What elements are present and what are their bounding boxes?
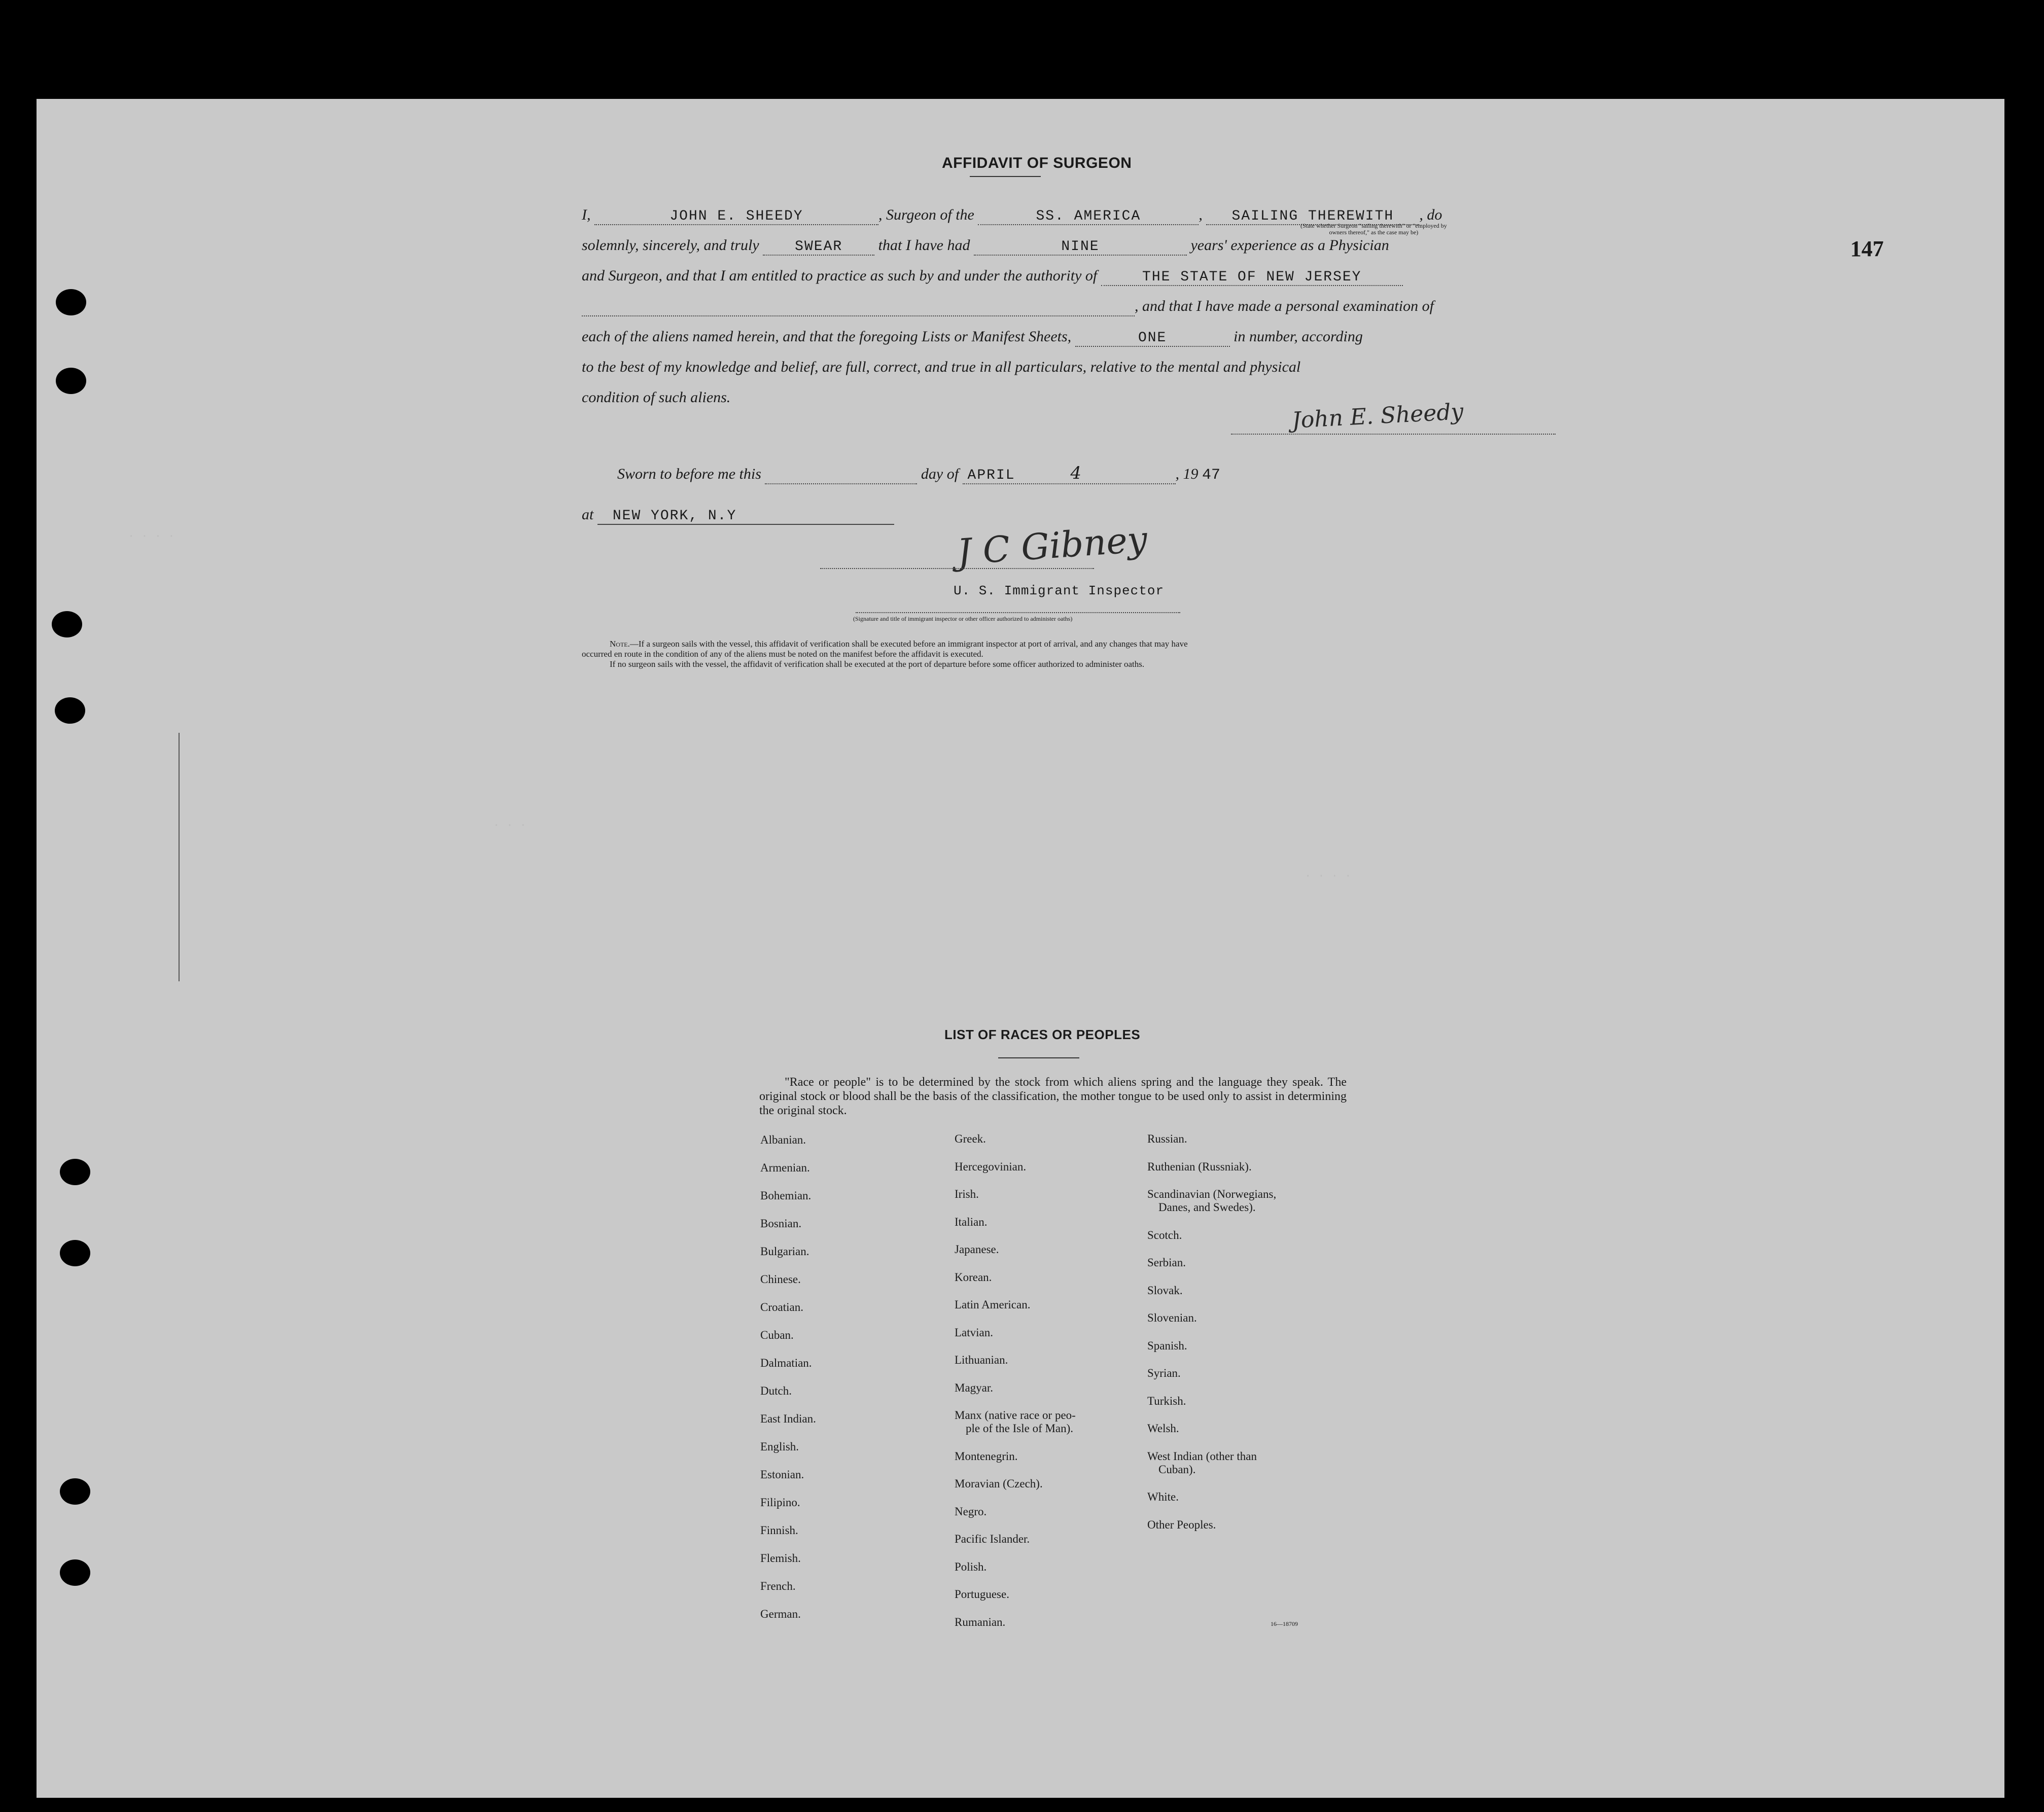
race-item: Rumanian.	[955, 1615, 1006, 1628]
sworn-month-field	[963, 463, 1176, 484]
race-item: Bosnian.	[760, 1217, 802, 1230]
race-item: Slovak.	[1147, 1284, 1183, 1297]
punch-hole	[60, 1559, 90, 1586]
ship-name-field: SS. AMERICA	[978, 208, 1199, 225]
race-item: Irish.	[955, 1188, 979, 1200]
race-item: Syrian.	[1147, 1367, 1181, 1379]
text: that I have had	[878, 237, 970, 254]
affidavit-line-6: to the best of my knowledge and belief, are full, correct, and true in all particulars, relative to the mental and physical	[582, 359, 1301, 375]
punch-hole	[60, 1159, 90, 1185]
race-item: Spanish.	[1147, 1339, 1187, 1352]
race-item: Cuban.	[760, 1329, 794, 1341]
affidavit-line-5	[582, 328, 1363, 347]
sworn-day-field	[765, 468, 917, 484]
race-item: Hercegovinian.	[955, 1160, 1027, 1173]
race-item: French.	[760, 1580, 796, 1592]
status-instruction	[1300, 223, 1447, 236]
text: , and that I have made a personal examination of	[1135, 298, 1434, 314]
place-field	[597, 508, 894, 525]
punch-hole	[56, 289, 86, 315]
inspector-caption: (Signature and title of immigrant inspector or other officer authorized to administer oaths)	[853, 615, 1073, 622]
races-title: LIST OF RACES OR PEOPLES	[944, 1027, 1141, 1042]
race-item: Dalmatian.	[760, 1357, 812, 1369]
day-value: 4	[1070, 463, 1082, 483]
note-line-2: occurred en route in the condition of any of the aliens must be noted on the manifest before the affidavit is executed.	[582, 649, 983, 659]
text: , Surgeon of the	[878, 206, 974, 223]
place-value: NEW YORK, N.Y	[612, 508, 737, 524]
races-title-underline	[998, 1057, 1079, 1058]
race-item: Other Peoples.	[1147, 1518, 1216, 1531]
month-value: APRIL	[967, 468, 1015, 483]
oath-field: SWEAR	[763, 239, 874, 256]
punch-hole	[52, 611, 82, 637]
authority-continued-field	[582, 300, 1135, 316]
note-line-3: If no surgeon sails with the vessel, the affidavit of verification shall be executed at the port of departure before some officer authorized to administer oaths.	[610, 659, 1145, 669]
race-item: Greek.	[955, 1132, 986, 1145]
text: Sworn to before me this	[617, 466, 761, 482]
race-item: Croatian.	[760, 1301, 803, 1313]
note-line-1	[582, 639, 1561, 649]
race-item: Japanese.	[955, 1243, 999, 1256]
text: solemnly, sincerely, and truly	[582, 237, 759, 254]
race-item: German.	[760, 1608, 801, 1620]
races-intro: "Race or people" is to be determined by the stock from which aliens spring and the language they speak. The original stock or blood shall be the basis of the classification, the mother tongue to be used only to assist in determining the original stock.	[759, 1076, 1347, 1117]
note-label: Note.	[610, 639, 630, 649]
text: day of	[921, 466, 959, 482]
bleed-through-marks: · · ·	[493, 819, 527, 832]
sheets-count-field: ONE	[1075, 330, 1230, 347]
race-item: ple of the Isle of Man).	[966, 1422, 1074, 1435]
race-item: Albanian.	[760, 1133, 806, 1146]
race-item: Turkish.	[1147, 1394, 1186, 1407]
affidavit-line-7: condition of such aliens.	[582, 389, 731, 406]
inspector-title: U. S. Immigrant Inspector	[954, 583, 1165, 598]
race-item: Danes, and Swedes).	[1158, 1201, 1256, 1214]
text: and Surgeon, and that I am entitled to practice as such by and under the authority of	[582, 267, 1098, 284]
race-item: Latvian.	[955, 1326, 993, 1339]
race-item: Korean.	[955, 1270, 992, 1284]
margin-rule	[179, 733, 180, 981]
authority-field: THE STATE OF NEW JERSEY	[1101, 269, 1403, 286]
affidavit-line-2	[582, 237, 1389, 256]
race-item: Cuban).	[1158, 1463, 1196, 1476]
race-item: Serbian.	[1147, 1256, 1186, 1269]
race-item: Slovenian.	[1147, 1311, 1197, 1324]
punch-hole	[60, 1240, 90, 1266]
race-item: Dutch.	[760, 1384, 792, 1397]
punch-hole	[56, 368, 86, 394]
race-item: Scandinavian (Norwegians,	[1147, 1188, 1277, 1200]
document-page	[37, 99, 2004, 1798]
surgeon-status-field: SAILING THEREWITH	[1206, 208, 1419, 225]
affidavit-line-4	[582, 298, 1434, 316]
race-item: Chinese.	[760, 1273, 801, 1286]
race-item: East Indian.	[760, 1412, 816, 1425]
bleed-through-marks: · · · ·	[128, 530, 175, 543]
years-field: NINE	[974, 239, 1187, 256]
surgeon-signature-line	[1231, 434, 1556, 435]
surgeon-name-field: JOHN E. SHEEDY	[594, 208, 878, 225]
race-item: Welsh.	[1147, 1422, 1179, 1435]
race-item: Ruthenian (Russniak).	[1147, 1160, 1252, 1173]
punch-hole	[60, 1478, 90, 1505]
race-item: Portuguese.	[955, 1588, 1009, 1601]
race-item: Italian.	[955, 1215, 988, 1228]
affidavit-line-3	[582, 267, 1403, 286]
text: I,	[582, 206, 591, 223]
race-item: Polish.	[955, 1560, 987, 1573]
race-item: Manx (native race or peo-	[955, 1409, 1076, 1422]
text: do	[1427, 206, 1442, 223]
race-item: Estonian.	[760, 1468, 804, 1481]
race-item: Scotch.	[1147, 1228, 1182, 1241]
at-line	[582, 506, 894, 525]
note-text: —If a surgeon sails with the vessel, this affidavit of verification shall be executed before an immigrant inspector at port of arrival, and any changes that may have	[629, 639, 1188, 649]
surgeon-signature: John E. Sheedy	[1291, 399, 1464, 434]
race-item: English.	[760, 1440, 799, 1453]
bleed-through-marks: · · · ·	[1305, 870, 1352, 882]
affidavit-note	[582, 639, 1561, 669]
race-item: Lithuanian.	[955, 1354, 1008, 1366]
affidavit-line-1: I, JOHN E. SHEEDY , Surgeon of the SS. AMERICA , SAILING THEREWITH , do	[582, 206, 1442, 224]
race-item: White.	[1147, 1490, 1179, 1503]
inspector-signature: J C Gibney	[956, 518, 1149, 573]
race-item: West Indian (other than	[1147, 1449, 1257, 1463]
race-item: Flemish.	[760, 1552, 801, 1565]
year-value: 47	[1202, 467, 1221, 484]
race-item: Armenian.	[760, 1161, 810, 1174]
text: in number, according	[1234, 328, 1363, 345]
race-item: Moravian (Czech).	[955, 1477, 1043, 1490]
inspector-caption-line	[856, 612, 1180, 613]
race-item: Pacific Islander.	[955, 1533, 1030, 1545]
race-item: Filipino.	[760, 1496, 800, 1509]
form-number: 16—18709	[1271, 1620, 1298, 1627]
affidavit-title: AFFIDAVIT OF SURGEON	[942, 155, 1132, 171]
title-underline	[970, 176, 1041, 177]
race-item: Bulgarian.	[760, 1245, 809, 1258]
race-item: Bohemian.	[760, 1189, 812, 1202]
race-item: Finnish.	[760, 1524, 798, 1537]
text: each of the aliens named herein, and that the foregoing Lists or Manifest Sheets,	[582, 328, 1072, 345]
race-item: Negro.	[955, 1505, 987, 1518]
text: years' experience as a Physician	[1190, 237, 1389, 254]
race-item: Russian.	[1147, 1132, 1187, 1145]
status-instruction-line: owners thereof," as the case may be)	[1329, 229, 1419, 236]
race-item: Latin American.	[955, 1298, 1031, 1311]
text: at	[582, 506, 594, 523]
text: , 19	[1175, 466, 1199, 482]
punch-hole	[55, 697, 85, 724]
page-number: 147	[1850, 236, 1884, 261]
inspector-signature-line	[820, 568, 1094, 569]
status-instruction-line: (State whether Surgeon "sailing therewith" or "employed by	[1300, 222, 1447, 229]
race-item: Montenegrin.	[955, 1449, 1018, 1463]
race-item: Magyar.	[955, 1381, 994, 1394]
sworn-line	[617, 463, 1220, 484]
